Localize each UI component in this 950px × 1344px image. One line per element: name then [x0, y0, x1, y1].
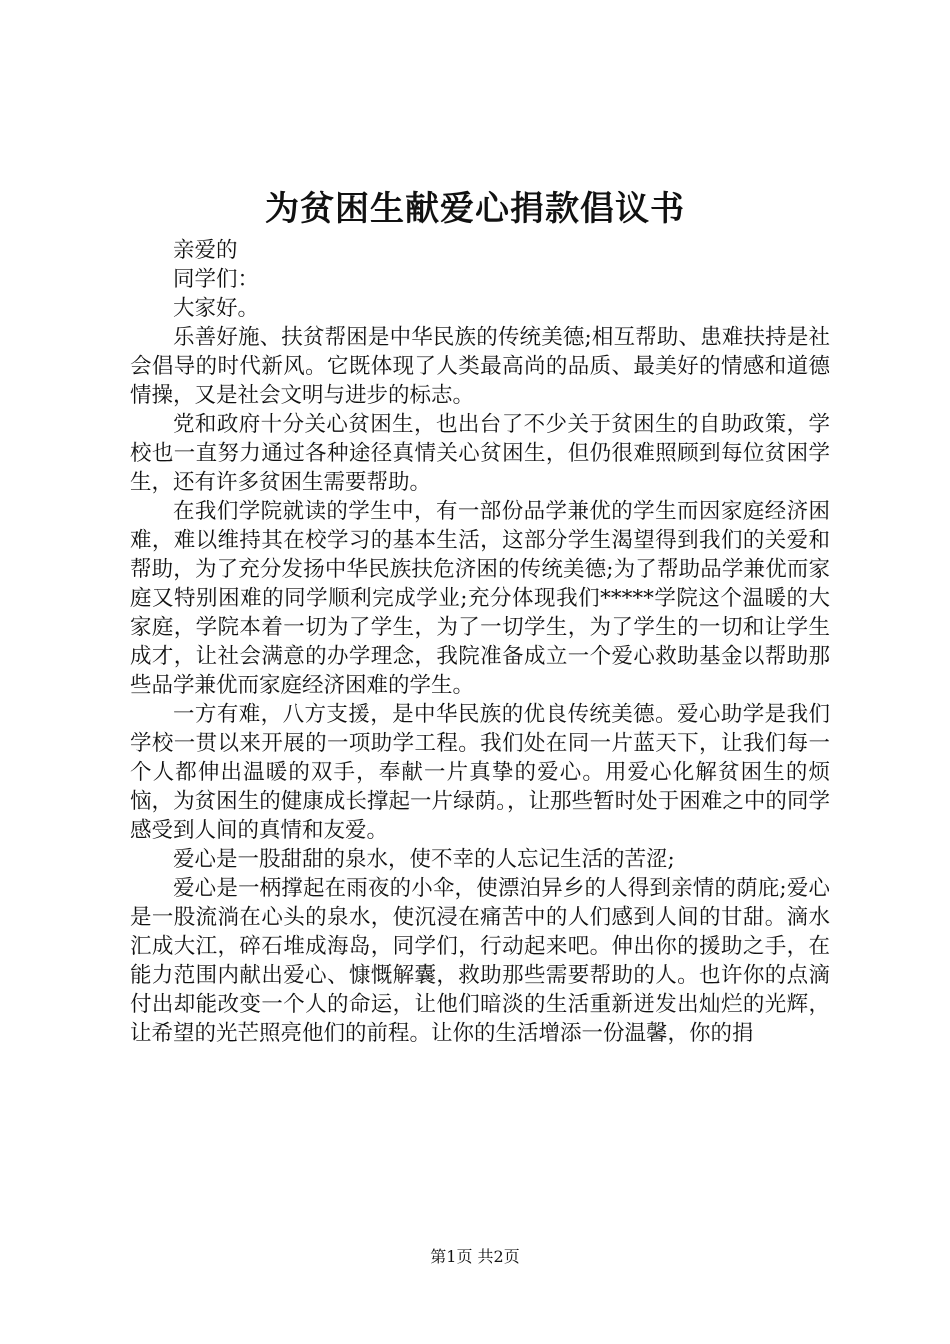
body-paragraph: 爱心是一股甜甜的泉水，使不幸的人忘记生活的苦涩;	[173, 847, 675, 872]
body-paragraph: 党和政府十分关心贫困生，也出台了不少关于贫困生的自助政策，学校也一直努力通过各种途径真情关心贫困生，但仍很难照顾到每位贫困学生，还有许多贫困生需要帮助。	[130, 412, 830, 495]
page-number: 第1页 共2页	[430, 1247, 520, 1266]
body-paragraph: 爱心是一柄撑起在雨夜的小伞，使漂泊异乡的人得到亲情的荫庇;爱心是一股流淌在心头的泉水，使沉浸在痛苦中的人们感到人间的甘甜。滴水汇成大江，碎石堆成海岛，同学们，行动起来吧。伸出你的援助之手，在能力范围内献出爱心、慷慨解囊，救助那些需要帮助的人。也许你的点滴付出却能改变一个人的命运，让他们暗淡的生活重新迸发出灿烂的光辉，让希望的光芒照亮他们的前程。让你的生活增添一份温馨，你的捐	[130, 876, 830, 1046]
body-paragraph: 乐善好施、扶贫帮困是中华民族的传统美德;相互帮助、患难扶持是社会倡导的时代新风。它既体现了人类最高尚的品质、最美好的情感和道德情操，又是社会文明与进步的标志。	[130, 325, 830, 408]
document-title: 为贫困生献爱心捐款倡议书	[265, 189, 685, 229]
greeting-line: 大家好。	[173, 296, 260, 321]
greeting-line: 同学们：	[173, 267, 260, 292]
document-body	[130, 236, 830, 1048]
body-paragraph: 在我们学院就读的学生中，有一部份品学兼优的学生而因家庭经济困难，难以维持其在校学习的基本生活，这部分学生渴望得到我们的关爱和帮助，为了充分发扬中华民族扶危济困的传统美德;为了帮助品学兼优而家庭又特别困难的同学顺利完成学业;充分体现我们*****学院这个温暖的大家庭，学院本着一切为了学生，为了一切学生，为了学生的一切和让学生成才，让社会满意的办学理念，我院准备成立一个爱心救助基金以帮助那些品学兼优而家庭经济困难的学生。	[130, 499, 830, 698]
body-paragraph: 一方有难，八方支援，是中华民族的优良传统美德。爱心助学是我们学校一贯以来开展的一项助学工程。我们处在同一片蓝天下，让我们每一个人都伸出温暖的双手，奉献一片真挚的爱心。用爱心化解贫困生的烦恼，为贫困生的健康成长撑起一片绿荫。，让那些暂时处于困难之中的同学感受到人间的真情和友爱。	[130, 702, 830, 843]
greeting-line: 亲爱的	[173, 238, 238, 263]
